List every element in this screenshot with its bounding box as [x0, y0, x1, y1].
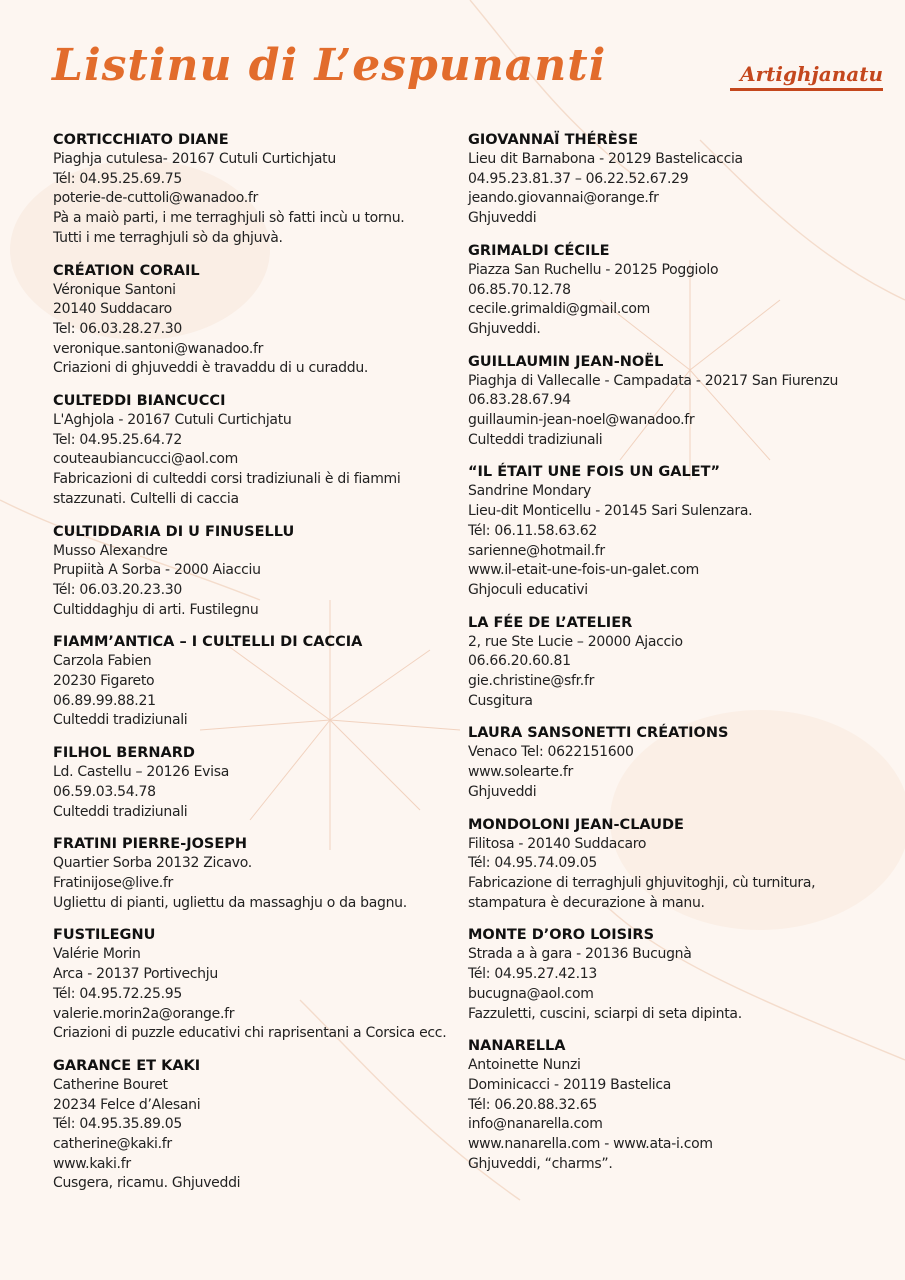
exhibitor-entry — [468, 925, 888, 1024]
exhibitor-detail-line: Culteddi tradiziunali — [53, 803, 188, 820]
exhibitor-detail-line: Ugliettu di pianti, ugliettu da massaghju o da bagnu. — [53, 894, 407, 911]
exhibitor-entry — [468, 815, 888, 914]
page-title: Listinu di L’espunanti — [52, 40, 607, 91]
exhibitor-detail-line: Ld. Castellu – 20126 Evisa — [53, 764, 229, 781]
exhibitor-detail-line: Culteddi tradiziunali — [468, 431, 603, 448]
exhibitor-detail-line: Lieu dit Barnabona - 20129 Bastelicaccia — [468, 151, 743, 167]
exhibitor-detail-line: 20230 Figareto — [53, 673, 155, 690]
category-label: Artighjanatu — [730, 62, 883, 91]
exhibitor-entry — [468, 241, 888, 340]
exhibitor-detail-line: Ghjuveddi — [468, 783, 537, 800]
exhibitor-detail-line: www.kaki.fr — [53, 1155, 131, 1172]
exhibitor-detail-line: Criazioni di puzzle educativi chi raprisentani a Corsica ecc. — [53, 1025, 447, 1042]
exhibitor-detail-line: veronique.santoni@wanadoo.fr — [53, 340, 264, 357]
exhibitor-detail-line: bucugna@aol.com — [468, 985, 594, 1002]
exhibitor-detail-line: Tél: 06.11.58.63.62 — [468, 522, 598, 539]
exhibitor-name: GUILLAUMIN JEAN-NOËL — [468, 353, 664, 370]
exhibitor-detail-line: gie.christine@sfr.fr — [468, 673, 595, 690]
exhibitor-detail-line: sarienne@hotmail.fr — [468, 542, 605, 559]
exhibitor-name: GIOVANNAÏ THÉRÈSE — [468, 132, 638, 148]
exhibitor-entry — [468, 130, 888, 229]
exhibitor-detail-line: Sandrine Mondary — [468, 483, 592, 500]
exhibitor-entry — [53, 130, 448, 249]
exhibitor-detail-line: Piaghja di Vallecalle - Campadata - 20217 San Fiurenzu — [468, 372, 839, 389]
exhibitor-name: MONDOLONI JEAN-CLAUDE — [468, 816, 684, 833]
exhibitor-detail-line: Fazzuletti, cuscini, sciarpi di seta dipinta. — [468, 1005, 742, 1022]
exhibitor-column-left — [53, 130, 448, 1206]
exhibitor-entry — [53, 391, 448, 510]
exhibitor-detail-line: 06.85.70.12.78 — [468, 281, 571, 298]
exhibitor-detail-line: 20234 Felce d’Alesani — [53, 1096, 201, 1113]
exhibitor-detail-line: Tel: 04.95.25.64.72 — [53, 431, 183, 448]
exhibitor-detail-line: stazzunati. Cultelli di caccia — [53, 490, 239, 507]
exhibitor-name: NANARELLA — [468, 1038, 566, 1055]
exhibitor-detail-line: www.solearte.fr — [468, 764, 573, 781]
exhibitor-detail-line: Tel: 06.03.28.27.30 — [53, 320, 183, 337]
exhibitor-entry — [468, 352, 888, 451]
exhibitor-detail-line: www.il-etait-une-fois-un-galet.com — [468, 562, 700, 579]
exhibitor-entry — [468, 462, 888, 600]
exhibitor-entry — [468, 613, 888, 712]
exhibitor-entry — [53, 522, 448, 621]
exhibitor-detail-line: Cusgitura — [468, 692, 533, 709]
exhibitor-detail-line: Antoinette Nunzi — [468, 1057, 581, 1074]
exhibitor-entry — [468, 1036, 888, 1174]
exhibitor-name: “IL ÉTAIT UNE FOIS UN GALET” — [468, 464, 721, 481]
exhibitor-detail-line: cecile.grimaldi@gmail.com — [468, 301, 650, 318]
exhibitor-detail-line: Tél: 04.95.74.09.05 — [468, 855, 598, 872]
exhibitor-detail-line: 06.83.28.67.94 — [468, 392, 571, 409]
exhibitor-name: MONTE D’ORO LOISIRS — [468, 927, 655, 944]
exhibitor-detail-line: catherine@kaki.fr — [53, 1136, 172, 1153]
exhibitor-entry — [53, 261, 448, 380]
exhibitor-detail-line: Musso Alexandre — [53, 542, 168, 559]
exhibitor-detail-line: Cultiddaghju di arti. Fustilegnu — [53, 601, 259, 618]
exhibitor-detail-line: 06.89.99.88.21 — [53, 692, 156, 709]
exhibitor-detail-line: couteaubiancucci@aol.com — [53, 451, 238, 468]
exhibitor-detail-line: Piazza San Ruchellu - 20125 Poggiolo — [468, 261, 719, 278]
exhibitor-detail-line: 04.95.23.81.37 – 06.22.52.67.29 — [468, 170, 689, 187]
exhibitor-detail-line: Fabricazioni di culteddi corsi tradiziunali è di fiammi — [53, 471, 401, 488]
exhibitor-detail-line: poterie-de-cuttoli@wanadoo.fr — [53, 190, 258, 207]
exhibitor-detail-line: Catherine Bouret — [53, 1076, 168, 1093]
exhibitor-detail-line: Véronique Santoni — [53, 281, 176, 298]
exhibitor-detail-line: Quartier Sorba 20132 Zicavo. — [53, 855, 252, 872]
exhibitor-name: GRIMALDI CÉCILE — [468, 242, 610, 259]
exhibitor-detail-line: Tél: 04.95.35.89.05 — [53, 1116, 183, 1133]
exhibitor-detail-line: Cusgera, ricamu. Ghjuveddi — [53, 1175, 241, 1192]
exhibitor-name: GARANCE ET KAKI — [53, 1057, 201, 1074]
exhibitor-detail-line: Ghjoculi educativi — [468, 581, 588, 598]
exhibitor-entry — [53, 632, 448, 731]
exhibitor-entry — [53, 834, 448, 913]
exhibitor-entry — [468, 723, 888, 802]
exhibitor-detail-line: 2, rue Ste Lucie – 20000 Ajaccio — [468, 633, 683, 650]
exhibitor-detail-line: 06.66.20.60.81 — [468, 653, 571, 670]
exhibitor-detail-line: Tél: 06.03.20.23.30 — [53, 581, 183, 598]
exhibitor-name: CORTICCHIATO DIANE — [53, 132, 229, 148]
exhibitor-detail-line: Filitosa - 20140 Suddacaro — [468, 835, 647, 852]
exhibitor-name: FIAMM’ANTICA – I CULTELLI DI CACCIA — [53, 634, 363, 651]
exhibitor-detail-line: Strada a à gara - 20136 Bucugnà — [468, 946, 692, 963]
exhibitor-detail-line: Criazioni di ghjuveddi è travaddu di u curaddu. — [53, 360, 369, 377]
exhibitor-detail-line: guillaumin-jean-noel@wanadoo.fr — [468, 412, 695, 429]
exhibitor-detail-line: jeando.giovannai@orange.fr — [468, 190, 659, 207]
exhibitor-name: CULTEDDI BIANCUCCI — [53, 393, 226, 410]
exhibitor-entry — [53, 925, 448, 1044]
exhibitor-detail-line: Carzola Fabien — [53, 653, 152, 670]
exhibitor-detail-line: valerie.morin2a@orange.fr — [53, 1005, 235, 1022]
exhibitor-detail-line: Culteddi tradiziunali — [53, 712, 188, 729]
exhibitor-detail-line: Fabricazione di terraghjuli ghjuvitoghji, cù turnitura, — [468, 874, 816, 891]
exhibitor-detail-line: Pà a maiò parti, i me terraghjuli sò fatti incù u tornu. — [53, 210, 405, 227]
exhibitor-name: FRATINI PIERRE-JOSEPH — [53, 836, 248, 853]
exhibitor-detail-line: Ghjuveddi — [468, 210, 537, 227]
exhibitor-detail-line: www.nanarella.com - www.ata-i.com — [468, 1136, 713, 1153]
exhibitor-detail-line: Fratinijose@live.fr — [53, 874, 173, 891]
exhibitor-detail-line: Tél: 06.20.88.32.65 — [468, 1096, 598, 1113]
exhibitor-detail-line: Lieu-dit Monticellu - 20145 Sari Sulenzara. — [468, 503, 753, 520]
exhibitor-detail-line: info@nanarella.com — [468, 1116, 603, 1133]
exhibitor-detail-line: Tél: 04.95.27.42.13 — [468, 966, 598, 983]
exhibitor-column-right — [468, 130, 888, 1186]
exhibitor-detail-line: stampatura è decurazione à manu. — [468, 894, 705, 911]
exhibitor-detail-line: Valérie Morin — [53, 946, 141, 963]
exhibitor-detail-line: Arca - 20137 Portivechju — [53, 966, 218, 983]
exhibitor-detail-line: Tutti i me terraghjuli sò da ghjuvà. — [53, 229, 283, 246]
exhibitor-name: LA FÉE DE L’ATELIER — [468, 614, 633, 631]
exhibitor-detail-line: Tél: 04.95.25.69.75 — [53, 170, 183, 187]
exhibitor-detail-line: Venaco Tel: 0622151600 — [468, 744, 634, 761]
exhibitor-detail-line: L'Aghjola - 20167 Cutuli Curtichjatu — [53, 412, 292, 429]
exhibitor-detail-line: Piaghja cutulesa- 20167 Cutuli Curtichjatu — [53, 151, 336, 167]
exhibitor-name: FUSTILEGNU — [53, 927, 156, 944]
exhibitor-name: CRÉATION CORAIL — [53, 262, 200, 279]
exhibitor-detail-line: Ghjuveddi. — [468, 320, 541, 337]
exhibitor-detail-line: Tél: 04.95.72.25.95 — [53, 985, 183, 1002]
exhibitor-entry — [53, 1056, 448, 1194]
exhibitor-detail-line: 06.59.03.54.78 — [53, 783, 156, 800]
exhibitor-entry — [53, 743, 448, 822]
exhibitor-name: LAURA SANSONETTI CRÉATIONS — [468, 725, 729, 742]
exhibitor-detail-line: Prupiità A Sorba - 2000 Aiacciu — [53, 562, 261, 579]
exhibitor-detail-line: Dominicacci - 20119 Bastelica — [468, 1076, 672, 1093]
exhibitor-name: CULTIDDARIA DI U FINUSELLU — [53, 523, 295, 540]
exhibitor-detail-line: 20140 Suddacaro — [53, 301, 172, 318]
exhibitor-name: FILHOL BERNARD — [53, 745, 195, 762]
exhibitor-detail-line: Ghjuveddi, “charms”. — [468, 1155, 613, 1172]
